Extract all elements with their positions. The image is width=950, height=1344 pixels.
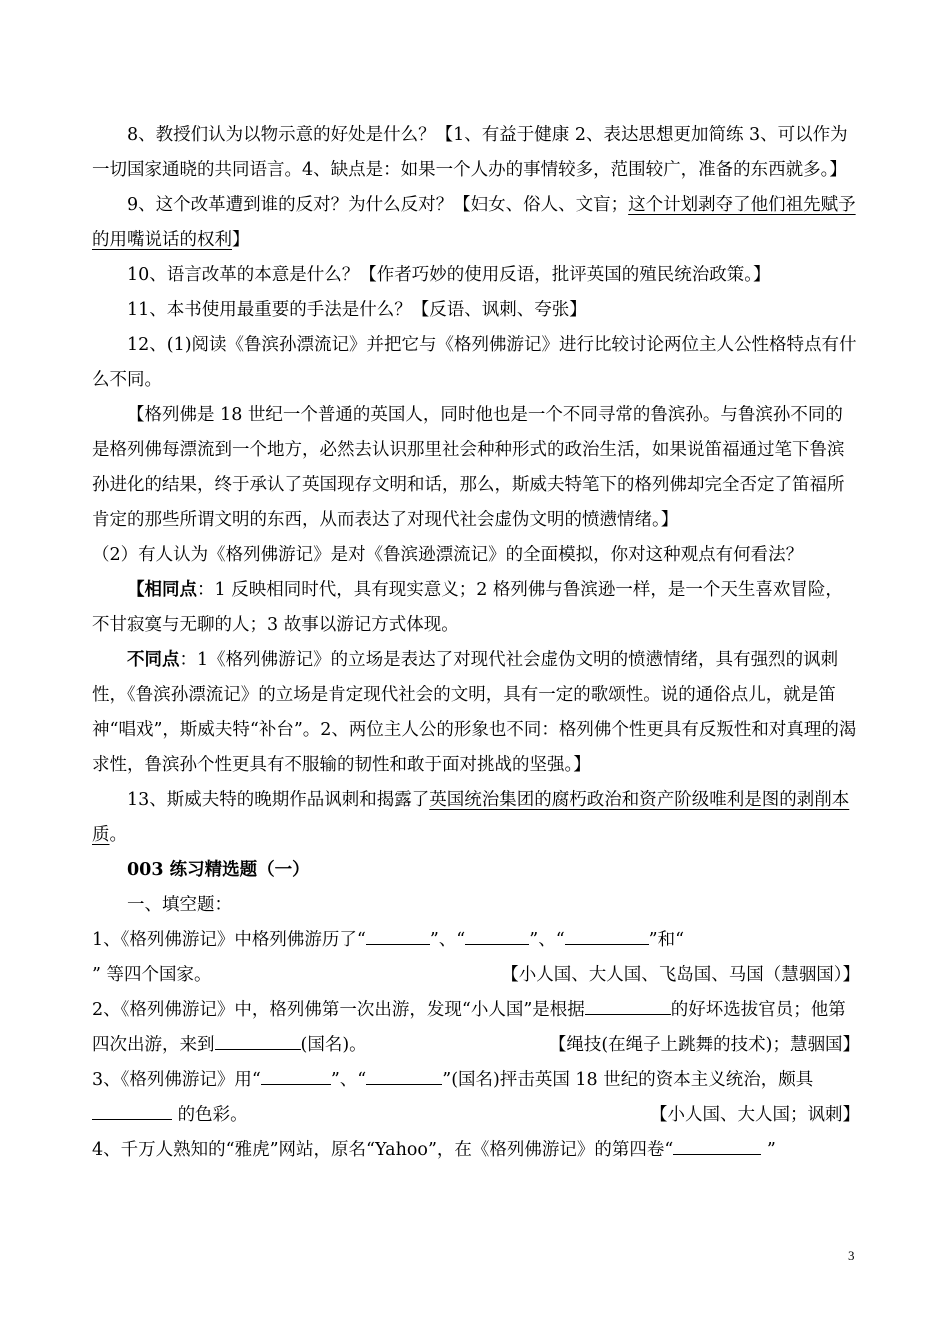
question-11: 11、本书使用最重要的手法是什么？【反语、讽刺、夸张】 bbox=[127, 300, 587, 320]
document-page bbox=[92, 118, 860, 1168]
question-13: 13、斯威夫特的晚期作品讽刺和揭露了英国统治集团的腐朽政治和资产阶级唯利是图的剥削本质。 bbox=[92, 790, 850, 845]
question-8: 8、教授们认为以物示意的好处是什么？【1、有益于健康 2、表达思想更加简练 3、可以作为一切国家通晓的共同语言。4、缺点是：如果一个人办的事情较多，范围较广，准备的东西就多。】 bbox=[92, 125, 848, 180]
answer-2: 【绳技(在绳子上跳舞的技术)；慧骃国】 bbox=[548, 1035, 860, 1055]
underlined-answer: 英国统治集团的腐朽政治和资产阶级唯利是图的剥削本质 bbox=[92, 790, 850, 845]
fill-blank[interactable] bbox=[92, 1101, 172, 1120]
underlined-answer: 这个计划剥夺了他们祖先赋予的用嘴说话的权利 bbox=[92, 195, 856, 250]
fill-blank[interactable] bbox=[465, 926, 529, 945]
similarities-label: 【相同点 bbox=[127, 580, 197, 600]
question-12-answer1: 【格列佛是 18 世纪一个普通的英国人，同时他也是一个不同寻常的鲁滨孙。与鲁滨孙不同的是格列佛每漂流到一个地方，必然去认识那里社会种种形式的政治生活，如果说笛福通过笔下鲁滨孙进化的结果，终于承认了英国现存文明和话，那么，斯威夫特笔下的格列佛却完全否定了笛福所肯定的那些所谓文明的东西，从而表达了对现代社会虚伪文明的愤懑情绪。】 bbox=[92, 405, 845, 530]
fill-question-3: 3、《格列佛游记》用“ ”、“ ”(国名)抨击英国 18 世纪的资本主义统治，颇具 的色彩。 【小人国、大人国；讽刺】 bbox=[92, 1063, 860, 1133]
fill-blank[interactable] bbox=[366, 1066, 442, 1085]
fill-blank[interactable] bbox=[366, 926, 430, 945]
fill-blank[interactable] bbox=[215, 1031, 301, 1050]
fill-question-2: 2、《格列佛游记》中，格列佛第一次出游，发现“小人国”是根据 的好坏选拔官员；他第四次出游，来到 (国名)。 【绳技(在绳子上跳舞的技术)；慧骃国】 bbox=[92, 993, 860, 1063]
page-number: 3 bbox=[848, 1248, 855, 1263]
question-12-part1: 12、(1)阅读《鲁滨孙漂流记》并把它与《格列佛游记》进行比较讨论两位主人公性格特点有什么不同。 bbox=[92, 335, 857, 390]
answer-3: 【小人国、大人国；讽刺】 bbox=[650, 1105, 860, 1125]
fill-blank[interactable] bbox=[673, 1136, 761, 1155]
fill-blank[interactable] bbox=[565, 926, 649, 945]
differences-label: 不同点 bbox=[127, 650, 180, 670]
question-10: 10、语言改革的本意是什么？【作者巧妙的使用反语，批评英国的殖民统治政策。】 bbox=[127, 265, 771, 285]
question-12-part2: （2）有人认为《格列佛游记》是对《鲁滨逊漂流记》的全面模拟，你对这种观点有何看法？ bbox=[92, 545, 804, 565]
fill-question-1: 1、《格列佛游记》中格列佛游历了“ ”、“ ”、“ ”和“ ” 等四个国家。 【小人国、大人国、飞岛国、马国（慧骃国）】 bbox=[92, 923, 860, 993]
question-12-differences: 不同点：1《格列佛游记》的立场是表达了对现代社会虚伪文明的愤懑情绪，具有强烈的讽刺性，《鲁滨孙漂流记》的立场是肯定现代社会的文明，具有一定的歌颂性。说的通俗点儿，就是笛神“唱戏”，斯威夫特“补台”。2、两位主人公的形象也不同：格列佛个性更具有反叛性和对真理的渴求性，鲁滨孙个性更具有不服输的韧性和敢于面对挑战的坚强。】 bbox=[92, 650, 857, 775]
question-9: 9、这个改革遭到谁的反对？为什么反对？【妇女、俗人、文盲；这个计划剥夺了他们祖先赋予的用嘴说话的权利】 bbox=[92, 195, 856, 250]
fill-blank[interactable] bbox=[585, 996, 671, 1015]
fill-question-4: 4、千万人熟知的“雅虎”网站，原名“Yahoo”，在《格列佛游记》的第四卷“ ” bbox=[92, 1133, 860, 1168]
fill-blank[interactable] bbox=[261, 1066, 331, 1085]
section-title: 003 练习精选题（一） bbox=[127, 860, 310, 880]
question-12-similarities: 【相同点：1 反映相同时代，具有现实意义；2 格列佛与鲁滨逊一样，是一个天生喜欢冒险，不甘寂寞与无聊的人；3 故事以游记方式体现。 bbox=[92, 580, 843, 635]
section-subtitle: 一、填空题： bbox=[127, 895, 232, 915]
answer-1: 【小人国、大人国、飞岛国、马国（慧骃国）】 bbox=[501, 965, 860, 985]
